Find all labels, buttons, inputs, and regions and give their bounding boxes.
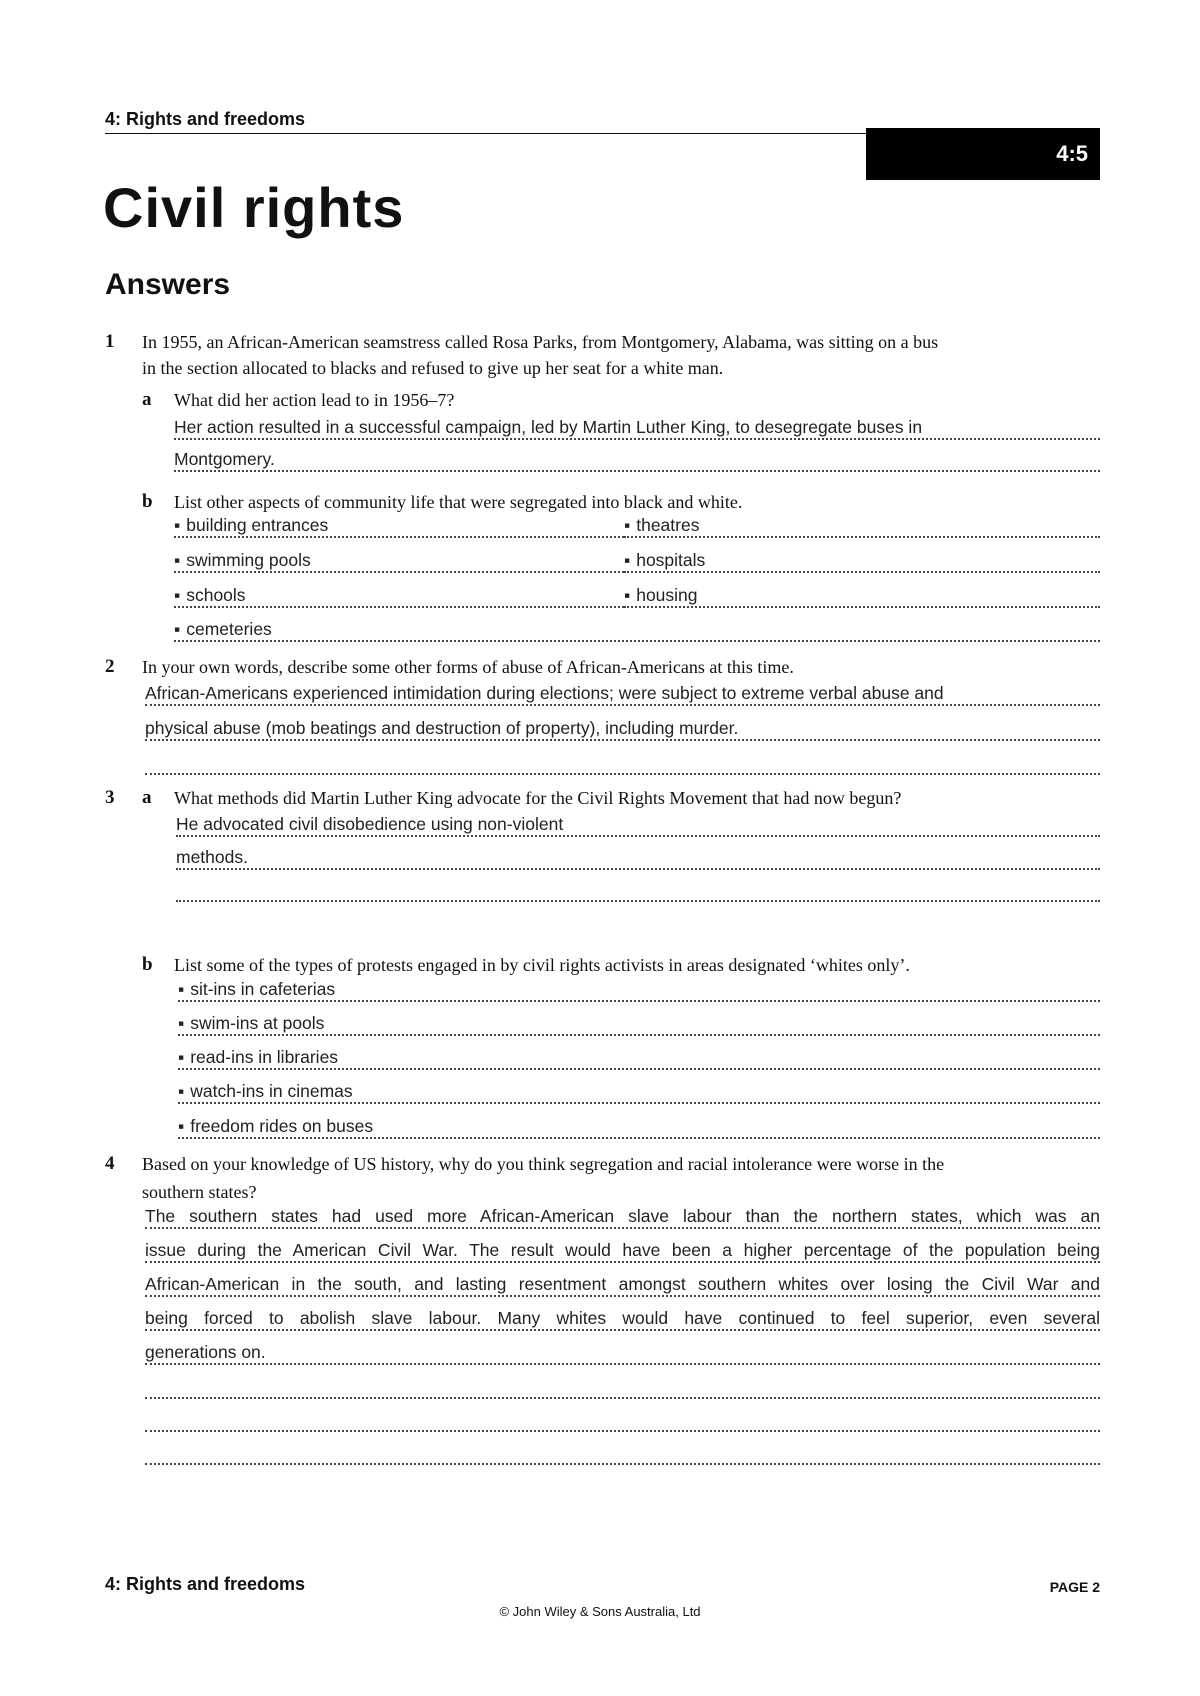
worksheet-number-badge: 4:5 [866, 128, 1100, 180]
question-1a-label: a [142, 389, 152, 410]
page-title: Civil rights [103, 176, 405, 239]
header-section-title: 4: Rights and freedoms [105, 109, 306, 129]
answer-4-line1[interactable]: The southern states had used more African-American slave labour than the northern states, which was an [145, 1205, 1100, 1229]
answer-1b-item[interactable]: ▪ building entrances [174, 514, 624, 538]
answer-2-line1[interactable]: African-Americans experienced intimidation during elections; were subject to extreme verbal abuse and [145, 682, 1100, 706]
answer-4-line2[interactable]: issue during the American Civil War. The result would have been a higher percentage of the population being [145, 1239, 1100, 1263]
question-number-1: 1 [105, 331, 115, 352]
question-number-2: 2 [105, 656, 115, 677]
answer-1b-item[interactable]: ▪ hospitals [624, 549, 1100, 573]
answer-1b-item[interactable]: ▪ theatres [624, 514, 1100, 538]
footer-section-title: 4: Rights and freedoms [105, 1574, 306, 1594]
answer-4-line6[interactable] [145, 1375, 1100, 1399]
answer-1a-line2[interactable]: Montgomery. [174, 448, 1100, 472]
question-1a-text: What did her action lead to in 1956–7? [174, 390, 455, 410]
answer-3b-item[interactable]: ▪ swim-ins at pools [178, 1012, 1100, 1036]
question-1-text-line2: in the section allocated to blacks and refused to give up her seat for a white man. [142, 358, 724, 378]
answer-1b-item[interactable]: ▪ cemeteries [174, 618, 1100, 642]
question-4-text-line2: southern states? [142, 1182, 257, 1202]
question-4-text-line1: Based on your knowledge of US history, why do you think segregation and racial intolerance were worse in the [142, 1154, 945, 1174]
answer-2-line2[interactable]: physical abuse (mob beatings and destruction of property), including murder. [145, 717, 1100, 741]
answer-4-line4[interactable]: being forced to abolish slave labour. Many whites would have continued to feel superior, even several [145, 1307, 1100, 1331]
question-1-text-line1: In 1955, an African-American seamstress called Rosa Parks, from Montgomery, Alabama, was sitting on a bus [142, 332, 939, 352]
answer-1a-line1[interactable]: Her action resulted in a successful campaign, led by Martin Luther King, to desegregate buses in [174, 416, 1100, 440]
answer-1b-item[interactable]: ▪ schools [174, 584, 624, 608]
question-number-3: 3 [105, 787, 115, 808]
question-1b-text: List other aspects of community life that were segregated into black and white. [174, 492, 743, 512]
footer-copyright: © John Wiley & Sons Australia, Ltd [499, 1604, 701, 1619]
question-1b-label: b [142, 491, 153, 512]
question-number-4: 4 [105, 1153, 115, 1174]
answer-4-line3[interactable]: African-American in the south, and lasting resentment amongst southern whites over losing the Civil War and [145, 1273, 1100, 1297]
answer-4-line7[interactable] [145, 1408, 1100, 1432]
answer-3a-line2[interactable]: methods. [176, 846, 1100, 870]
question-2-text: In your own words, describe some other forms of abuse of African-Americans at this time. [142, 657, 794, 677]
answer-3b-item[interactable]: ▪ freedom rides on buses [178, 1115, 1100, 1139]
answer-3b-item[interactable]: ▪ watch-ins in cinemas [178, 1080, 1100, 1104]
answer-3a-line1[interactable]: He advocated civil disobedience using non-violent [176, 813, 1100, 837]
question-3a-text: What methods did Martin Luther King advocate for the Civil Rights Movement that had now begun? [174, 788, 902, 808]
question-3b-text: List some of the types of protests engaged in by civil rights activists in areas designated ‘whites only’. [174, 955, 910, 975]
answer-3a-line3[interactable] [176, 878, 1100, 902]
question-3b-label: b [142, 954, 153, 975]
section-heading: Answers [105, 268, 231, 301]
answer-4-line5[interactable]: generations on. [145, 1341, 1100, 1365]
answer-3b-item[interactable]: ▪ sit-ins in cafeterias [178, 978, 1100, 1002]
answer-1b-item[interactable]: ▪ housing [624, 584, 1100, 608]
answer-2-line3[interactable] [145, 751, 1100, 775]
footer-page-number: PAGE 2 [1049, 1579, 1100, 1595]
answer-3b-item[interactable]: ▪ read-ins in libraries [178, 1046, 1100, 1070]
answer-1b-item[interactable]: ▪ swimming pools [174, 549, 624, 573]
answer-4-line8[interactable] [145, 1441, 1100, 1465]
question-3a-label: a [142, 787, 152, 808]
